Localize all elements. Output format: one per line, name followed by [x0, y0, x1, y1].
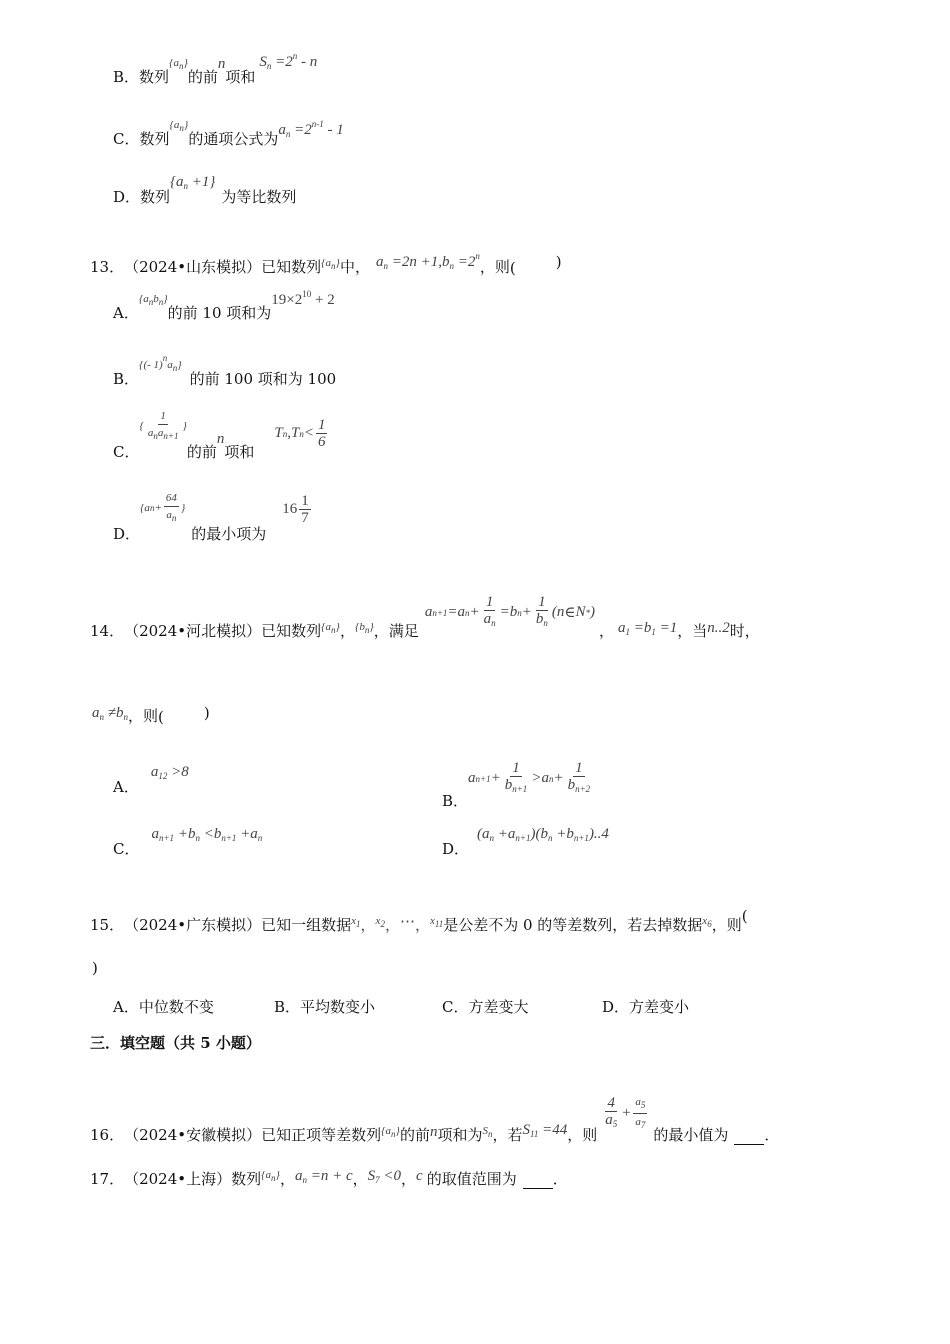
question-text: ，则 — [479, 258, 510, 276]
question-text: ，则 — [127, 707, 158, 725]
question-number: 13． — [90, 258, 125, 276]
q13-option-a[interactable] — [113, 289, 335, 323]
question-text: 中， — [339, 258, 370, 276]
question-source: （2024•上海） — [124, 1170, 232, 1188]
q13-option-b[interactable] — [113, 353, 337, 389]
question-text: ， — [373, 622, 389, 640]
math-expr: $x_{11}$ — [429, 915, 444, 929]
math-expr: $\frac{4}{a_5}$ + $\frac{a_5}{a_7}$ — [605, 1095, 646, 1130]
math-expr: $\{a_nb_n\}$ — [138, 293, 168, 307]
option-label: C． — [113, 130, 140, 148]
option-text: C．方差变大 — [442, 998, 529, 1016]
math-expr: n — [217, 56, 226, 72]
question-text: 已知数列 — [261, 258, 322, 276]
option-text: D．方差变小 — [602, 998, 690, 1016]
math-expr: $\{a_n +1\}$ — [170, 174, 216, 191]
q14-stem-line2 — [92, 705, 210, 726]
answer-paren: ) — [203, 704, 210, 722]
math-expr: $\{a_n\}$ — [169, 57, 188, 71]
option-label: A． — [113, 778, 139, 796]
option-label: B． — [113, 370, 140, 388]
question-source: （2024•安徽模拟） — [124, 1126, 262, 1144]
math-expr: $(a_n +a_{n+1})(b_n +b_{n+1})..4$ — [477, 826, 609, 843]
option-label: A． — [113, 304, 139, 322]
question-text: 已知数列 — [261, 622, 322, 640]
math-expr: n..2 — [707, 620, 730, 636]
option-text: 项和 — [225, 68, 256, 86]
q14-option-d[interactable] — [442, 826, 609, 859]
section-heading — [90, 1032, 261, 1053]
option-text: 数列 — [140, 188, 171, 206]
question-text: 已知正项等差数列 — [261, 1126, 382, 1144]
q15-stem: 15． （2024•广东模拟） 已知一组数据 $x_1$ ， $x_2$ ， ⋯ ， $x_{11}$ 是公差不为 0 的等差数列，若去掉数据 $x_6$ ，则 ( — [90, 907, 748, 934]
answer-blank[interactable] — [523, 1174, 553, 1189]
math-expr: $\{a_n\}$ — [169, 119, 189, 133]
question-text: ． — [764, 1126, 780, 1144]
question-text: 是公差不为 0 的等差数列，若去掉数据 — [443, 916, 703, 934]
answer-paren: ( — [158, 708, 164, 726]
q16-stem — [90, 1095, 780, 1145]
math-expr: ⋯ — [399, 914, 415, 930]
option-label: D． — [113, 525, 141, 543]
option-label: D． — [442, 840, 470, 858]
question-text: ，则 — [711, 916, 742, 934]
q14-option-a[interactable] — [113, 764, 189, 797]
option-text: 为等比数列 — [221, 188, 297, 206]
math-expr: $a_{n+1} +b_n <b_{n+1} +a_n$ — [151, 826, 263, 843]
option-text: 的前 — [186, 443, 217, 461]
option-text: 项和 — [224, 443, 255, 461]
q12-option-b[interactable] — [113, 51, 318, 87]
math-expr: $a_n =n + c$ — [294, 1168, 353, 1185]
question-text: 数列 — [231, 1170, 262, 1188]
q17-stem — [90, 1168, 568, 1189]
option-label: C． — [113, 840, 140, 858]
question-text: ， — [352, 1170, 368, 1188]
q15-option-d[interactable] — [602, 996, 689, 1017]
question-text: 的取值范围为 — [426, 1170, 517, 1188]
math-expr: $x_2$ — [375, 915, 385, 929]
question-number: 15． — [90, 916, 125, 934]
math-expr: $\{a_n\}$ — [261, 1169, 280, 1183]
answer-blank[interactable] — [734, 1130, 764, 1145]
question-text: ， — [599, 622, 615, 640]
math-expr: n — [429, 1124, 438, 1140]
q14-option-b[interactable] — [442, 760, 594, 811]
q13-option-d[interactable] — [113, 492, 313, 544]
math-expr: $\{b_n\}$ — [354, 621, 374, 635]
math-expr: $x_6$ — [702, 915, 712, 929]
math-expr: a n+1 + $\frac{1}{b_{n+1}}$ > a n + $\frac{1}{b_{n+2}}$ — [468, 760, 591, 794]
option-text: 的前 — [187, 68, 218, 86]
option-label: D． — [113, 188, 141, 206]
option-text: 的通项公式为 — [188, 130, 279, 148]
q12-option-d[interactable] — [113, 174, 297, 207]
math-expr: $\{a_n\}$ — [381, 1125, 400, 1139]
q13-stem — [90, 251, 562, 277]
answer-paren: ( — [741, 907, 748, 925]
option-text: B．平均数变小 — [274, 998, 376, 1016]
math-expr: $a_{12} >8$ — [150, 764, 189, 781]
math-expr: {(- $1)^na_n$} — [139, 353, 182, 373]
math-expr: n — [216, 431, 225, 447]
math-expr: { $\frac{1}{a_na_{n+1}}$ } — [139, 410, 187, 441]
question-text: ，则 — [567, 1126, 598, 1144]
math-expr: $S_n =2^n - n$ — [259, 51, 318, 71]
math-expr: 16 $\frac{1}{7}$ — [282, 493, 309, 526]
question-text: ，若 — [492, 1126, 523, 1144]
math-expr: $\{a_n\}$ — [321, 257, 340, 271]
question-source: （2024•山东模拟） — [124, 258, 262, 276]
answer-paren: ) — [92, 959, 98, 977]
math-expr: $a_n =2n +1,b_n =2^n$ — [375, 251, 480, 271]
math-expr: {a n + $\frac{64}{a_n}$ } — [140, 492, 186, 523]
question-text: ， — [279, 1170, 295, 1188]
math-expr: a n+1 = a n + $\frac{1}{a_n}$ = b n + $\frac{1}{b_n}$ ( n ∈ N * ) — [424, 594, 596, 628]
question-number: 16． — [90, 1126, 125, 1144]
q15-option-a[interactable] — [113, 996, 214, 1017]
math-expr: $a_1 =b_1 =1$ — [618, 620, 678, 637]
question-text: ，当 — [677, 622, 708, 640]
math-expr: $S_{11} =44$ — [522, 1122, 568, 1139]
question-text: 已知一组数据 — [261, 916, 352, 934]
q14-stem — [90, 594, 760, 641]
math-expr: $a_n \ne b_n$ — [92, 705, 128, 722]
math-expr: T n ,T n < $\frac{1}{6}$ — [274, 417, 326, 450]
q12-option-c[interactable] — [113, 119, 344, 149]
option-label: B． — [113, 68, 140, 86]
option-text: 的前 10 项和为 — [167, 304, 272, 322]
answer-paren: ( — [509, 259, 516, 277]
question-number: 17． — [90, 1170, 125, 1188]
math-expr: $a_n =2^{n-1} - 1$ — [278, 119, 344, 139]
math-expr: $\{a_n\}$ — [321, 621, 340, 635]
q13-option-c[interactable] — [113, 410, 329, 462]
question-source: （2024•广东模拟） — [124, 916, 262, 934]
section-title: 三．填空题（共 5 小题） — [90, 1034, 261, 1052]
q15-option-c[interactable] — [442, 996, 528, 1017]
question-text: ． — [552, 1170, 568, 1188]
question-source: （2024•河北模拟） — [124, 622, 262, 640]
option-text: 的最小项为 — [191, 525, 267, 543]
question-text: 的最小值为 — [653, 1126, 729, 1144]
option-label: B． — [442, 792, 469, 810]
math-expr: $S_7 <0$ — [367, 1168, 402, 1185]
question-text: 满足 — [388, 622, 419, 640]
question-text: 的前 — [399, 1126, 430, 1144]
question-text: ， — [339, 622, 355, 640]
question-text: ， — [401, 1170, 417, 1188]
q14-option-c[interactable] — [113, 826, 263, 859]
q15-option-b[interactable] — [274, 996, 375, 1017]
q15-paren-close — [92, 959, 98, 977]
option-text: 数列 — [139, 68, 170, 86]
question-text: 项和为 — [437, 1126, 483, 1144]
option-text: A．中位数不变 — [113, 998, 214, 1016]
option-label: C． — [113, 443, 140, 461]
math-expr: $S_n$ — [482, 1125, 493, 1139]
question-text: 时， — [729, 622, 760, 640]
answer-paren: ) — [555, 253, 562, 271]
math-expr: $19\times 2^{10} + 2$ — [271, 289, 335, 308]
option-text: 数列 — [139, 130, 170, 148]
math-expr: $x_1$ — [351, 915, 361, 929]
option-text: 的前 100 项和为 100 — [189, 370, 337, 388]
math-expr: c — [416, 1168, 423, 1184]
question-number: 14． — [90, 622, 125, 640]
